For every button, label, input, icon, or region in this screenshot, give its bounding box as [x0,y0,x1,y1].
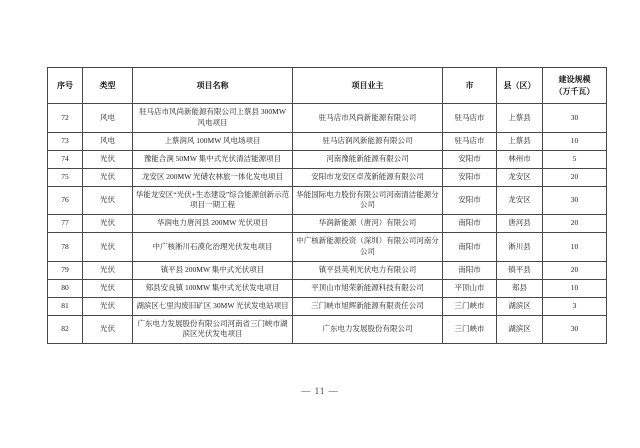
cell-scale: 20 [543,261,607,279]
cell-county: 淅川县 [497,233,543,262]
header-project-owner: 项目业主 [293,68,443,104]
table-row [48,104,607,133]
cell-scale: 10 [543,132,607,150]
cell-project-name: 广东电力发展股份有限公司河南省三门峡市湖滨区光伏发电项目 [133,315,293,344]
table-row [48,297,607,315]
cell-county: 龙安区 [497,186,543,215]
cell-project-owner: 华润新能源（唐河）有限公司 [293,215,443,233]
cell-county: 湖滨区 [497,297,543,315]
cell-project-name: 湖滨区七里沟废旧矿区 30MW 光伏发电站项目 [133,297,293,315]
cell-city: 三门峡市 [443,297,497,315]
cell-serial-number: 79 [48,261,83,279]
cell-project-owner: 华能国际电力股份有限公司河南清洁能源分公司 [293,186,443,215]
cell-county: 湖滨区 [497,315,543,344]
cell-city: 安阳市 [443,186,497,215]
cell-serial-number: 81 [48,297,83,315]
table-row [48,168,607,186]
cell-type: 光伏 [83,297,133,315]
cell-type: 光伏 [83,168,133,186]
cell-serial-number: 77 [48,215,83,233]
cell-city: 安阳市 [443,150,497,168]
cell-project-name: 龙安区 200MW 光储农林旅一体化发电项目 [133,168,293,186]
header-scale [543,68,607,104]
cell-city: 南阳市 [443,233,497,262]
cell-project-name: 上蔡润风 100MW 风电场项目 [133,132,293,150]
cell-project-owner: 河南豫能新能源有限公司 [293,150,443,168]
table-header-row [48,68,607,104]
cell-serial-number: 78 [48,233,83,262]
cell-project-owner: 平顶山市旭荣新能源科技有限公司 [293,279,443,297]
cell-scale: 3 [543,297,607,315]
cell-type: 光伏 [83,215,133,233]
cell-serial-number: 74 [48,150,83,168]
cell-project-name: 镇平县 200MW 集中式光伏项目 [133,261,293,279]
header-serial-number: 序号 [48,68,83,104]
cell-city: 安阳市 [443,168,497,186]
cell-project-owner: 三门峡市旭辉新能源有限责任公司 [293,297,443,315]
table-row [48,132,607,150]
cell-city: 驻马店市 [443,104,497,133]
page-number: — 11 — [301,386,339,396]
cell-scale: 20 [543,215,607,233]
cell-project-owner: 镇平县英利光伏电力有限公司 [293,261,443,279]
table-body [48,104,607,344]
cell-project-name: 中广核淅川石漠化治理光伏发电项目 [133,233,293,262]
cell-serial-number: 72 [48,104,83,133]
header-city: 市 [443,68,497,104]
cell-type: 光伏 [83,186,133,215]
table-row [48,215,607,233]
cell-serial-number: 75 [48,168,83,186]
cell-scale: 20 [543,168,607,186]
table-row [48,233,607,262]
table-row [48,261,607,279]
cell-scale: 30 [543,315,607,344]
cell-type: 光伏 [83,315,133,344]
cell-county: 上蔡县 [497,132,543,150]
cell-scale: 30 [543,186,607,215]
table-row [48,315,607,344]
cell-county: 唐河县 [497,215,543,233]
header-scale-line1: 建设规模 [558,75,591,84]
cell-type: 光伏 [83,150,133,168]
cell-serial-number: 73 [48,132,83,150]
cell-county: 龙安区 [497,168,543,186]
cell-project-name: 华能龙安区“光伏+生态建设”综合能源创新示范项目一期工程 [133,186,293,215]
cell-scale: 10 [543,233,607,262]
header-type: 类型 [83,68,133,104]
cell-type: 光伏 [83,279,133,297]
table-row [48,279,607,297]
cell-project-owner: 驻马店润风新能源有限公司 [293,132,443,150]
cell-county: 郏县 [497,279,543,297]
header-project-name: 项目名称 [133,68,293,104]
cell-type: 光伏 [83,233,133,262]
cell-scale: 30 [543,104,607,133]
cell-project-name: 豫能合涧 50MW 集中式光伏清洁能源项目 [133,150,293,168]
cell-scale: 5 [543,150,607,168]
cell-type: 风电 [83,104,133,133]
cell-project-owner: 驻马店市风尚新能源有限公司 [293,104,443,133]
cell-project-owner: 广东电力发展股份有限公司 [293,315,443,344]
cell-type: 光伏 [83,261,133,279]
cell-city: 南阳市 [443,261,497,279]
cell-city: 南阳市 [443,215,497,233]
cell-city: 平顶山市 [443,279,497,297]
cell-project-name: 郏县安良镇 100MW 集中式光伏发电项目 [133,279,293,297]
cell-project-name: 驻马店市风尚新能源有限公司上蔡县 300MW 风电项目 [133,104,293,133]
header-scale-line2: （万千瓦） [554,86,595,96]
cell-serial-number: 82 [48,315,83,344]
cell-city: 三门峡市 [443,315,497,344]
cell-serial-number: 76 [48,186,83,215]
cell-project-owner: 安阳市龙安区卓茂新能源有限公司 [293,168,443,186]
cell-county: 林州市 [497,150,543,168]
table-row [48,186,607,215]
cell-city: 驻马店市 [443,132,497,150]
projects-table [47,67,607,344]
cell-scale: 10 [543,279,607,297]
table-row [48,150,607,168]
cell-project-owner: 中广核新能源投资（深圳）有限公司河南分公司 [293,233,443,262]
cell-county: 镇平县 [497,261,543,279]
cell-type: 风电 [83,132,133,150]
header-county: 县（区） [497,68,543,104]
cell-project-name: 华润电力唐河县 200MW 光伏项目 [133,215,293,233]
cell-serial-number: 80 [48,279,83,297]
cell-county: 上蔡县 [497,104,543,133]
